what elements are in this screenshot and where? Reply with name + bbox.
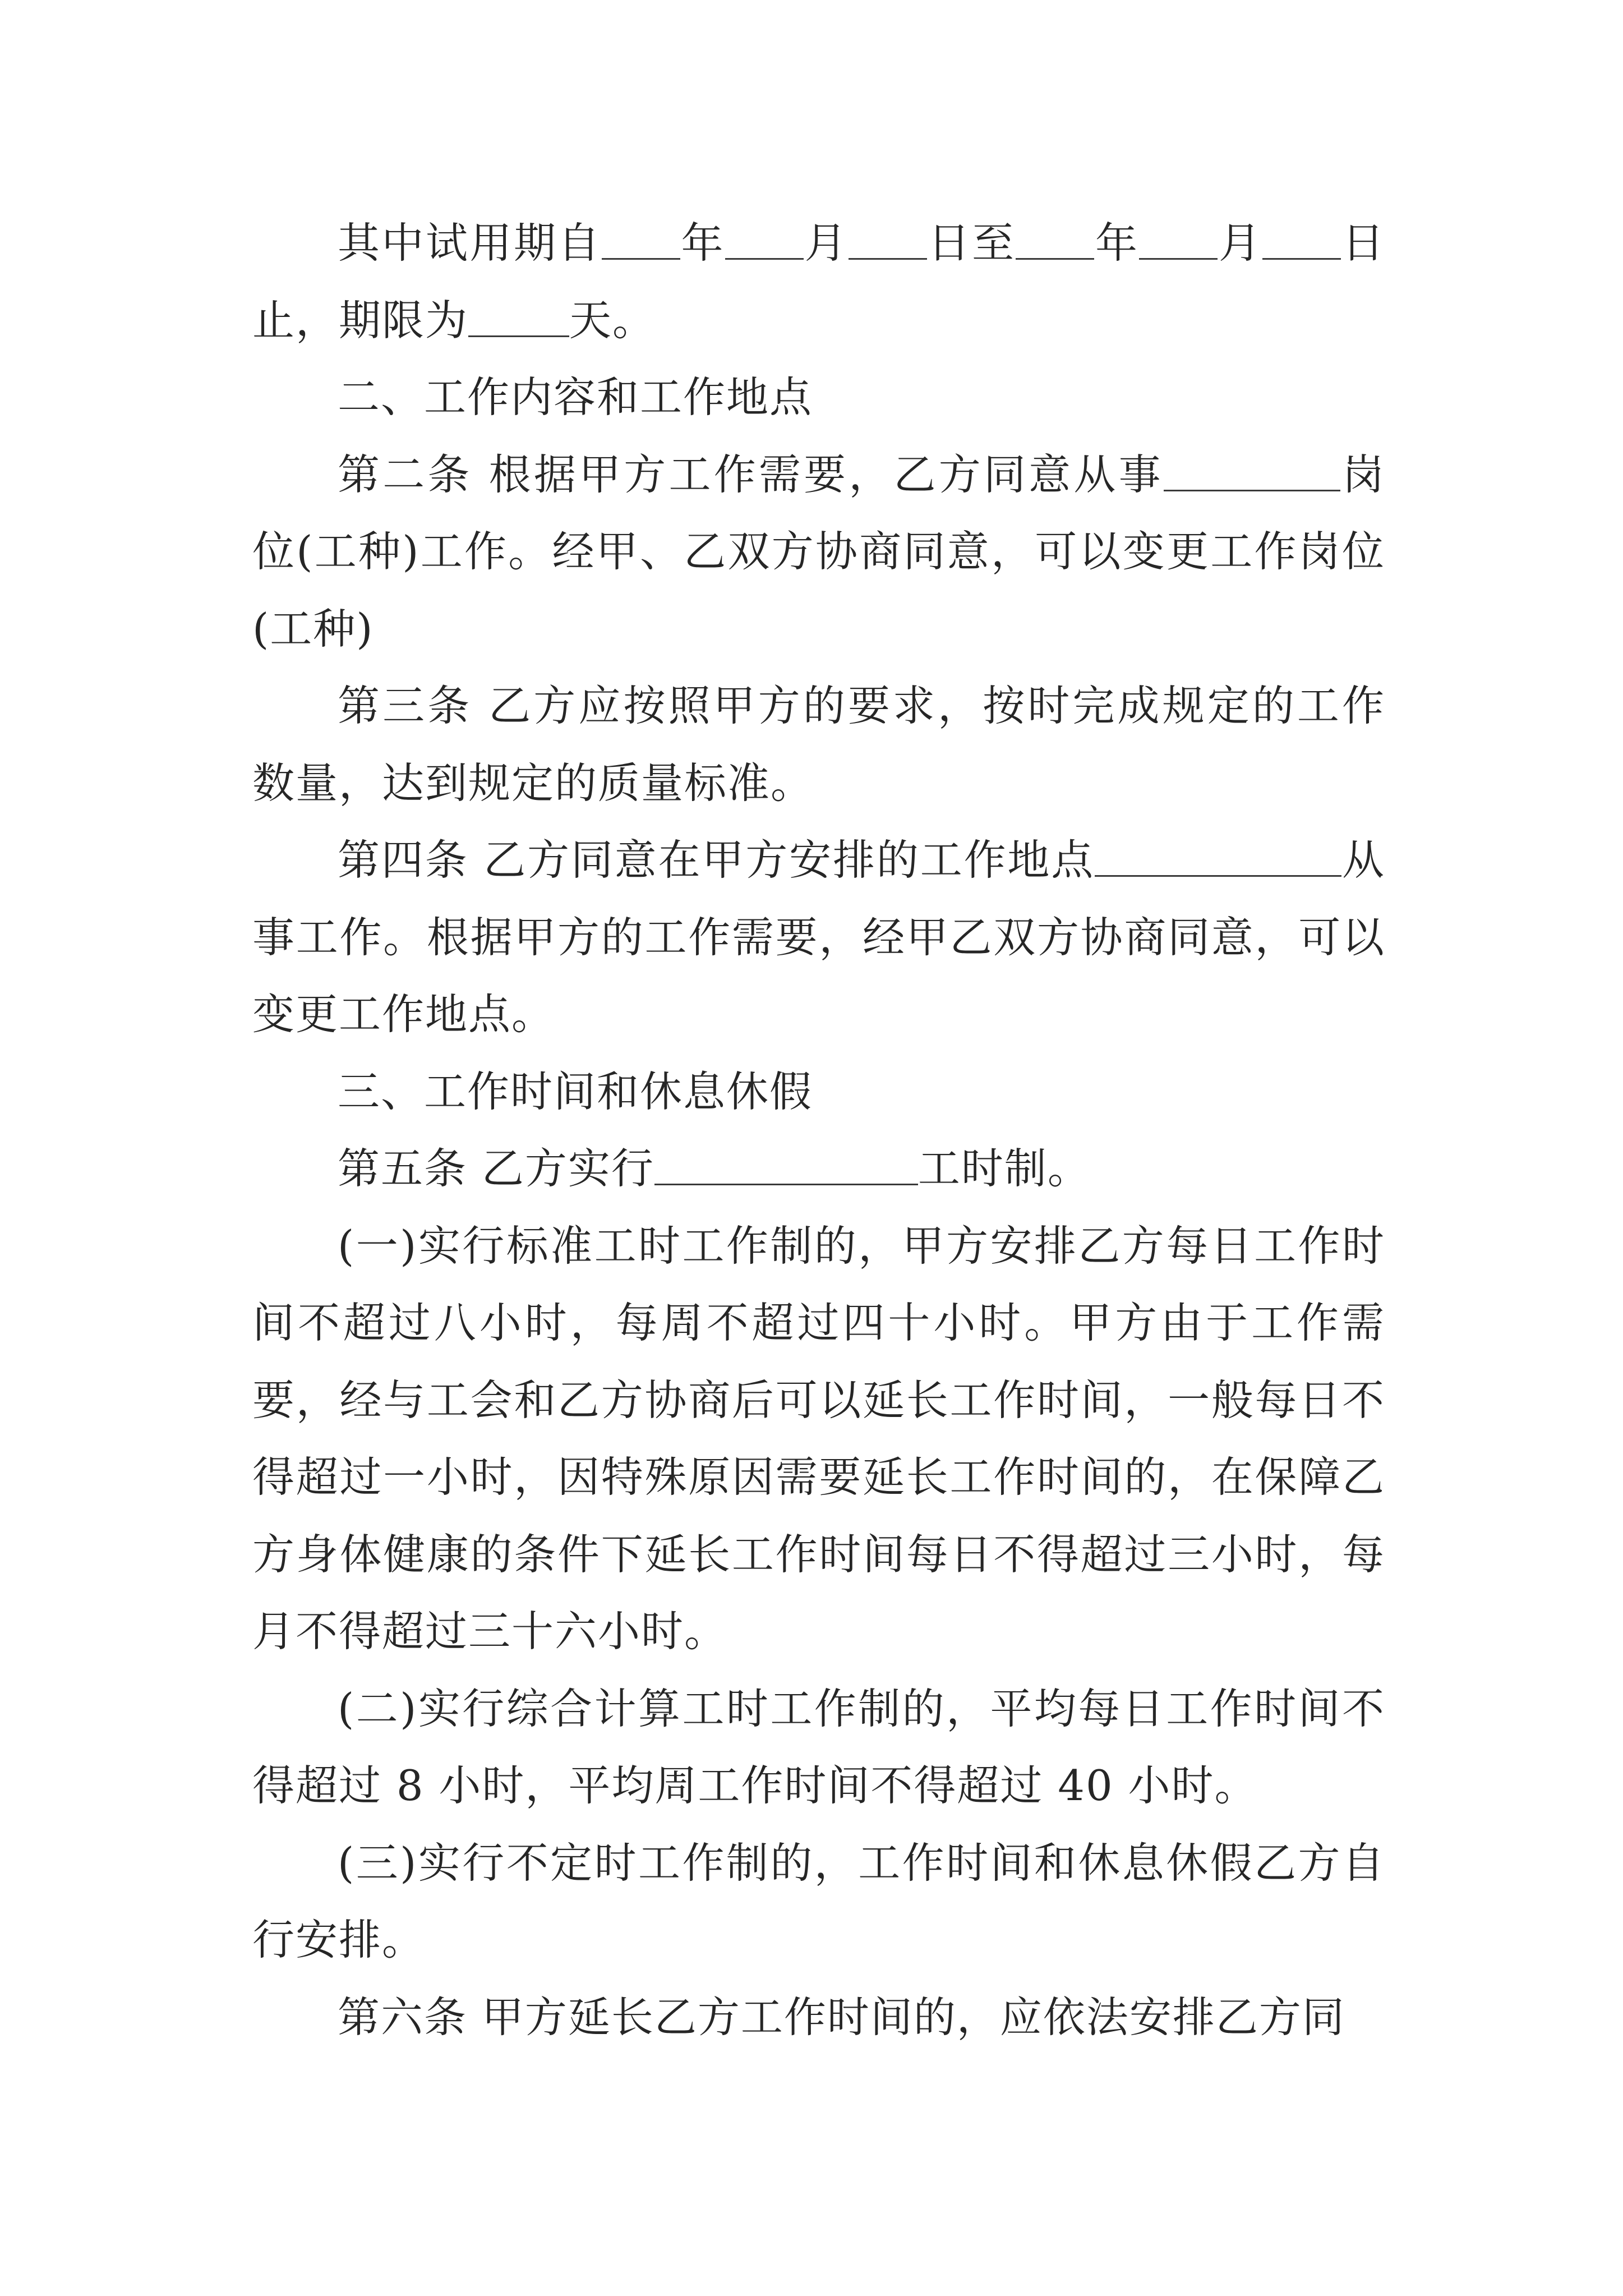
text-segment: 第二条 根据甲方工作需要，乙方同意从事 [338,449,1164,499]
text-segment: 其中试用期自 [338,218,602,268]
blank-line [468,296,569,337]
paragraph-probation [252,205,1385,359]
text-segment: 年 [680,218,725,268]
paragraph-article-5-1: (一)实行标准工时工作制的，甲方安排乙方每日工作时间不超过八小时，每周不超过四十小时。甲方由于工作需要，经与工会和乙方协商后可以延长工作时间，一般每日不得超过一小时，因特殊原因需要延长工作时间的，在保障乙方身体健康的条件下延长工作时间每日不得超过三小时，每月不得超过三十六小时。 [252,1221,1385,1656]
paragraph-article-5-3: (三)实行不定时工作制的，工作时间和休息休假乙方自行安排。 [252,1838,1385,1964]
text-segment: 第五条 乙方实行 [338,1144,654,1193]
text-segment: 年 [1094,218,1140,268]
paragraph-article-2 [252,436,1385,668]
text-segment: 工时制。 [917,1144,1091,1193]
blank-line [602,219,680,260]
paragraph-article-5 [252,1130,1385,1208]
blank-line [1095,836,1341,877]
text-segment: 月 [1218,218,1263,268]
section-heading: 二、工作内容和工作地点 [338,372,813,422]
paragraph-article-6: 第六条 甲方延长乙方工作时间的，应依法安排乙方同 [338,1992,1345,2042]
blank-line [725,219,804,260]
blank-line [1262,219,1341,260]
text-segment: 月 [803,218,849,268]
paragraph-article-5-2: (二)实行综合计算工时工作制的，平均每日工作时间不得超过 8 小时，平均周工作时间不得超过 40 小时。 [252,1683,1385,1810]
section-heading: 三、工作时间和休息休假 [338,1066,813,1116]
text-segment: 岗位(工种)工作。经甲、乙双方协商同意，可以变更工作岗位(工种) [252,449,1385,654]
text-segment: 从事工作。根据甲方的工作需要，经甲乙双方协商同意，可以变更工作地点。 [252,835,1385,1039]
paragraph-article-3: 第三条 乙方应按照甲方的要求，按时完成规定的工作数量，达到规定的质量标准。 [252,681,1385,808]
blank-line [1164,450,1340,491]
blank-line [1016,219,1094,260]
text-segment: 日至 [926,218,1016,268]
text-segment: 日止，期限为 [252,218,1385,345]
text-segment: 第四条 乙方同意在甲方安排的工作地点 [338,835,1095,885]
blank-line [654,1144,918,1185]
paragraph-article-4 [252,822,1385,1053]
text-segment: 天。 [569,295,656,345]
document-body [252,205,1385,2056]
blank-line [849,219,927,260]
blank-line [1139,219,1218,260]
